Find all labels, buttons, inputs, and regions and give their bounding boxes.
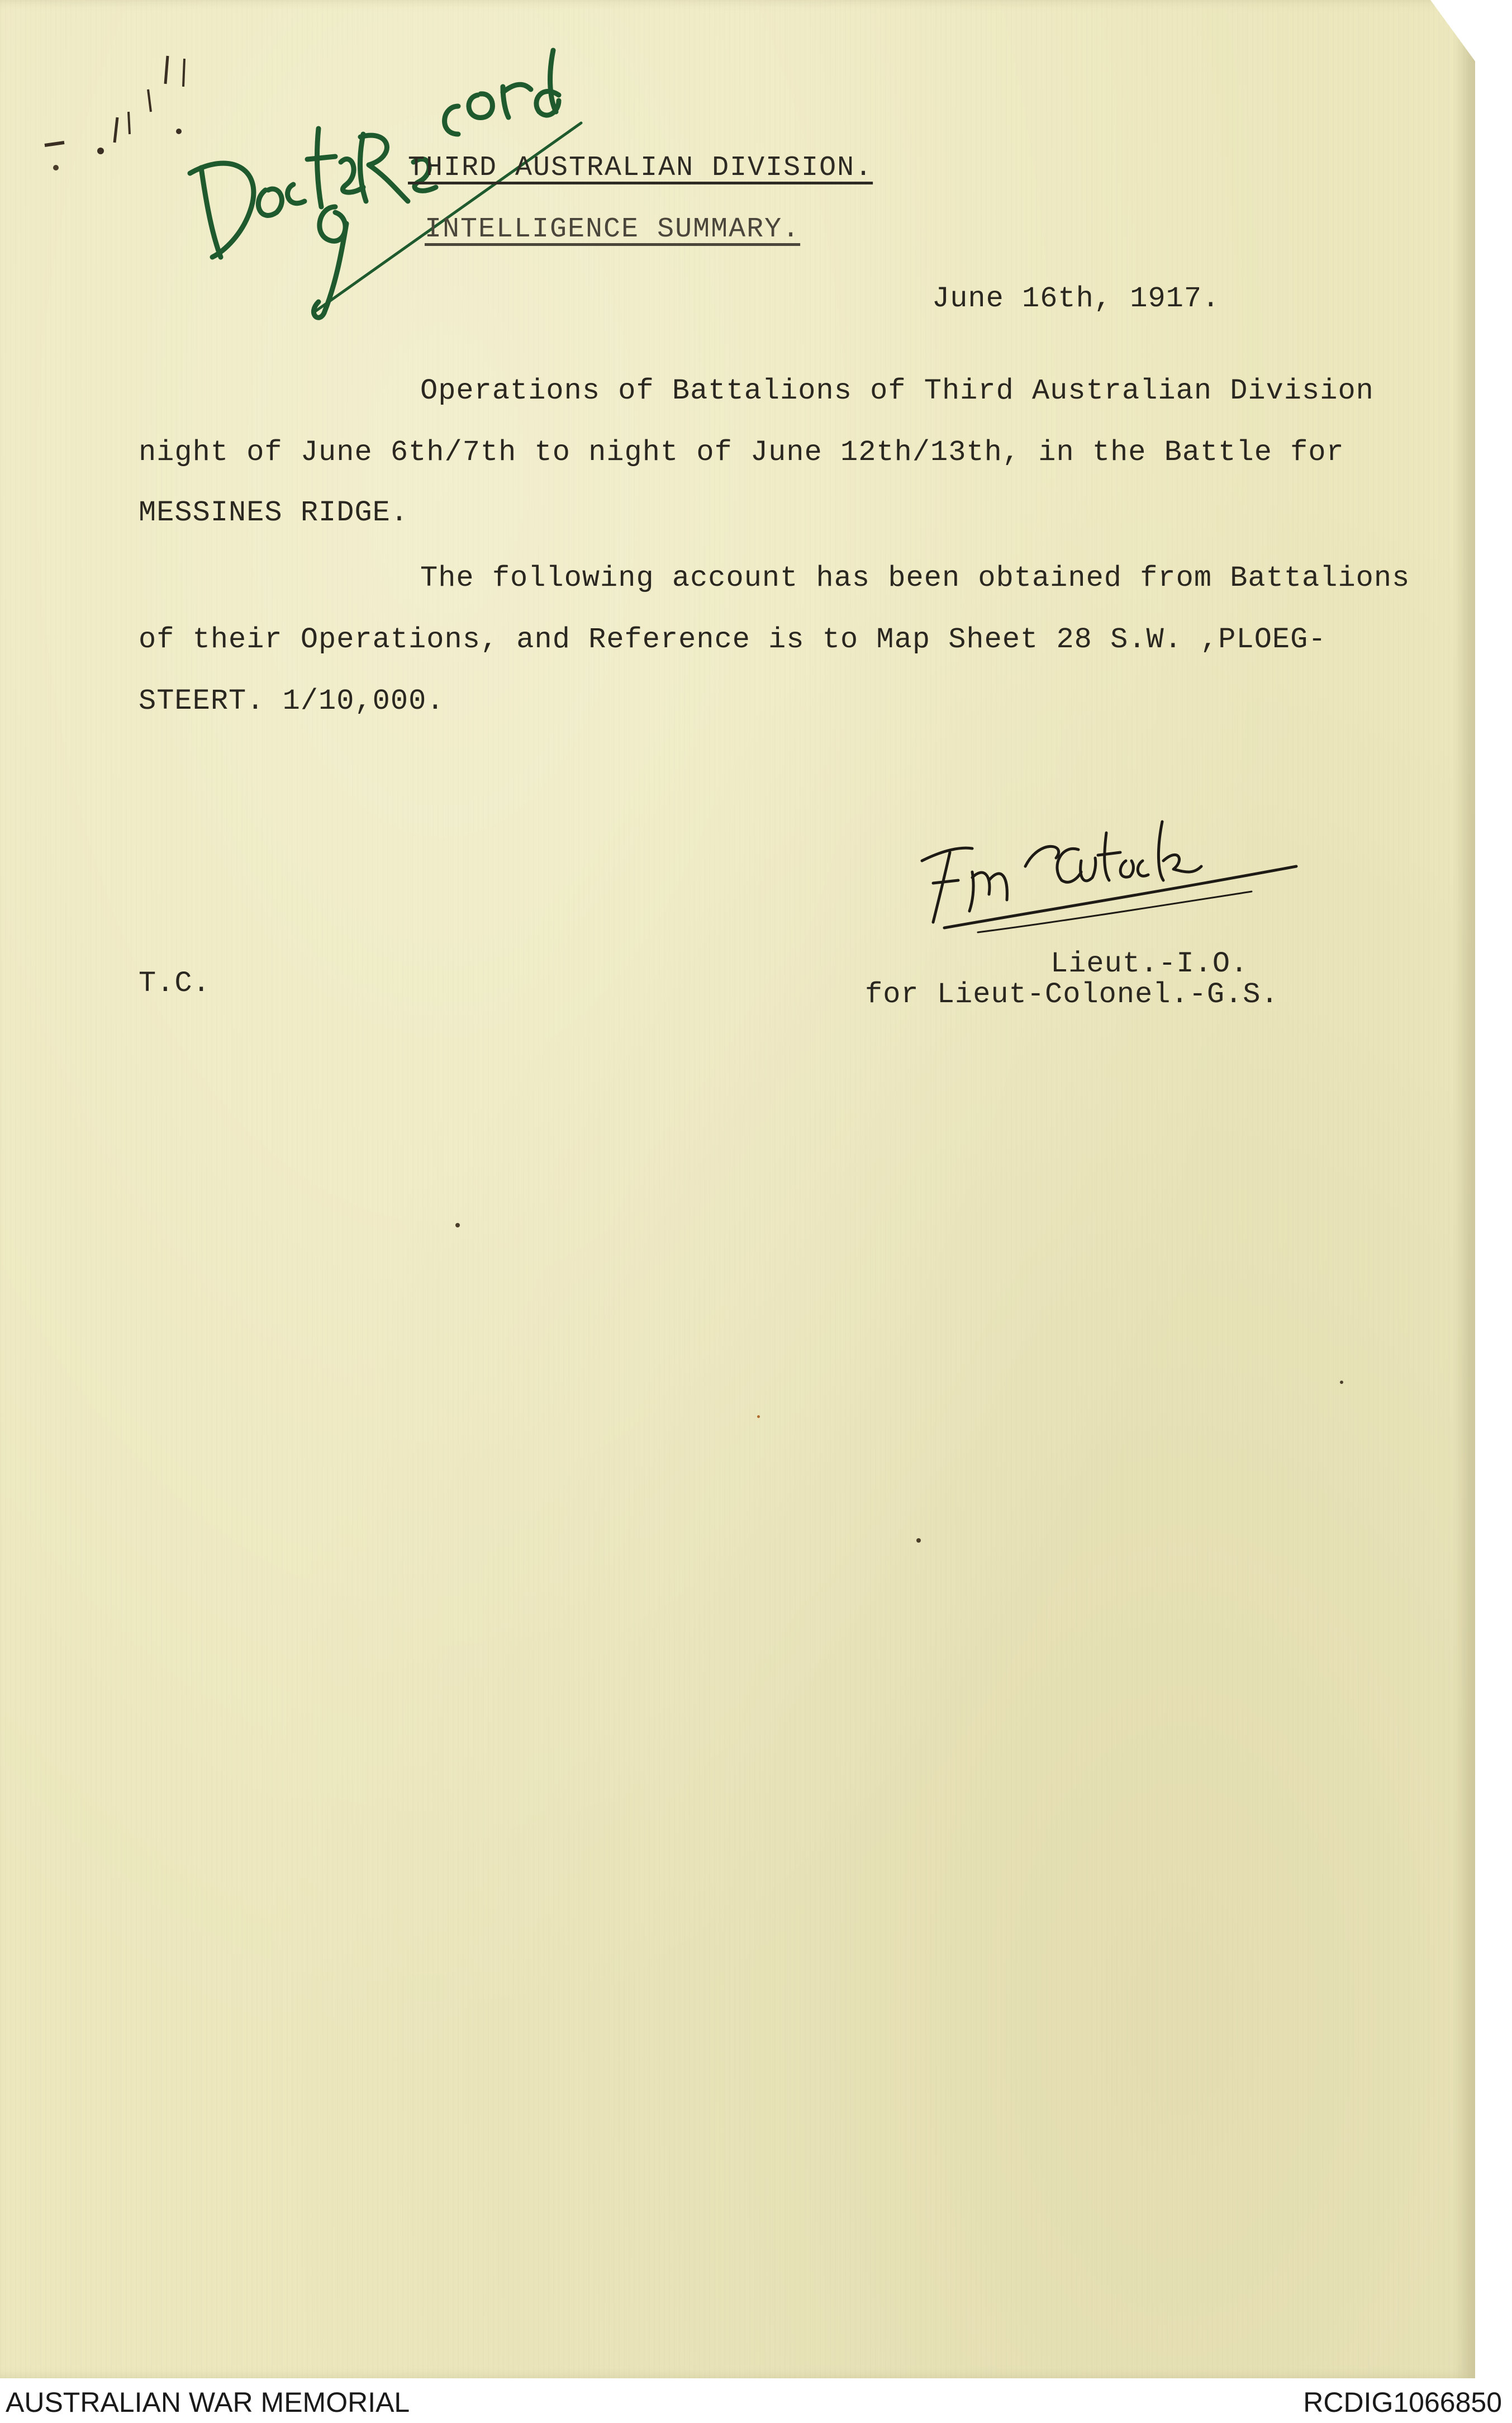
signatory-on-behalf-of: for Lieut-Colonel.-G.S. (865, 978, 1279, 1011)
paragraph-2-line-2: of their Operations, and Reference is to Map Sheet 28 S.W. ,PLOEG- (139, 623, 1326, 656)
paragraph-1-line-1: Operations of Battalions of Third Australian Division (420, 374, 1374, 407)
heading-intelligence-summary: INTELLIGENCE SUMMARY. (425, 214, 801, 245)
typist-initials: T.C. (139, 967, 211, 1000)
signature-icon (911, 783, 1313, 950)
paper-speck (757, 1415, 760, 1418)
footer-institution: AUSTRALIAN WAR MEMORIAL (6, 2387, 410, 2418)
footer-catalogue-id: RCDIG1066850 (1303, 2387, 1502, 2418)
document-date: June 16th, 1917. (932, 282, 1220, 315)
paper-edge-shadow (1453, 0, 1475, 2378)
paragraph-1-line-3: MESSINES RIDGE. (139, 496, 409, 529)
paragraph-2-line-1: The following account has been obtained from Battalions (420, 562, 1410, 595)
paper-speck (916, 1538, 921, 1543)
heading-division: THIRD AUSTRALIAN DIVISION. (408, 152, 873, 184)
paragraph-1-line-2: night of June 6th/7th to night of June 12th/13th, in the Battle for (139, 436, 1344, 469)
paper-speck (1340, 1381, 1343, 1384)
paragraph-2-line-3: STEERT. 1/10,000. (139, 685, 445, 718)
signatory-rank: Lieut.-I.O. (1050, 947, 1249, 980)
paper-speck (455, 1223, 460, 1227)
